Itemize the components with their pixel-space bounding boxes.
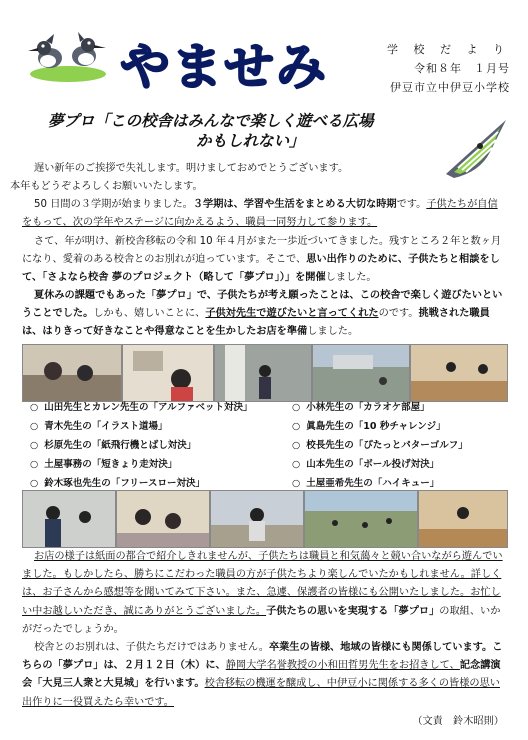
list-item [292, 475, 439, 489]
list-bullet: ○ [292, 440, 301, 451]
list-item [30, 418, 168, 432]
dream-text-2: しかも、嬉しいことに、 [93, 308, 206, 320]
list-item [292, 418, 446, 432]
list-bullet: ○ [292, 421, 301, 432]
event-photo [122, 344, 214, 402]
shop-label: 校長先生の「ぴたっとパターゴルフ」 [306, 440, 468, 451]
newsletter-title: やませみ [120, 38, 328, 94]
dream-text-4: のです。 [378, 308, 419, 320]
greeting-paragraph [10, 160, 506, 196]
list-item [30, 456, 177, 470]
headline-line-1: 夢プロ「この校舎はみんなで楽しく遊べる広場 [48, 111, 374, 130]
greeting-line-1: 遅い新年のご挨拶で失礼します。明けましておめでとうございます。 [34, 163, 349, 174]
newsletter-tagline: 学 校 だ よ り [387, 43, 510, 56]
list-item [292, 437, 468, 451]
shop-label: 土屋事務の「短きょり走対決」 [44, 459, 178, 470]
lecture-text-4: 記念講演会「大見三人衆と大見城」を行います。 [22, 660, 501, 690]
list-item [30, 437, 196, 451]
shop-label: 山田先生とカレン先生の「アルファベット対決」 [44, 402, 253, 413]
shop-label: 土屋亜希先生の「ハイキュー」 [306, 478, 440, 489]
list-item [30, 475, 205, 489]
term-text-1: 50 日間の３学期が始まりました。 [34, 199, 193, 210]
report-text-2: 子供たちの思いを実現する「夢プロ」 [266, 605, 440, 617]
list-item [292, 456, 439, 470]
dream-text-6: しました。 [307, 326, 359, 338]
term-text-3: です。 [396, 199, 427, 210]
shop-label: 青木先生の「イラスト道場」 [44, 421, 168, 432]
event-photo [418, 490, 508, 548]
report-paragraph [22, 548, 506, 639]
dream-text-1: 夏休みの課題でもあった「夢プロ」で、子供たちが考え願ったことは、この校舎で楽しく遊びたいということでした。 [22, 290, 503, 320]
shop-label: 鈴木琢也先生の「フリースロー対決」 [44, 478, 205, 489]
project-text-2: 思い出作りのために、子供たちと相談をして、「さよなら校舎 夢のプロジェクト（略して「夢プロ」）」を開催 [22, 254, 500, 284]
event-photo [214, 344, 312, 402]
project-text-3: しました。 [325, 272, 377, 284]
dream-paragraph [22, 287, 506, 342]
list-bullet: ○ [30, 459, 39, 470]
greeting-line-2: 本年もどうぞよろしくお願いいたします。 [10, 181, 203, 193]
lecture-text-3: 静岡大学名誉教授の小和田哲男先生をお招きして、 [225, 660, 460, 672]
kingfisher-pair-icon [28, 30, 108, 82]
article-headline [48, 111, 418, 151]
event-photo [410, 344, 508, 402]
list-bullet: ○ [30, 402, 39, 413]
event-photo [22, 344, 122, 402]
lecture-paragraph [22, 639, 506, 712]
project-paragraph [22, 233, 506, 288]
lecture-text-5: 校舎移転の機運を醸成し、中伊豆小に関係する多くの皆様の思い出作りに一役買えたら幸いです。 [22, 678, 500, 708]
author-signature: （文責 鈴木昭則） [412, 716, 504, 727]
report-text-1: お店の様子は紙面の都合で紹介しきれませんが、子供たちは職員と和気藹々と競い合いながら遊んでいました。もしかしたら、勝ちにこだわった職員の方が子供たちより楽しんでいたかもしれません。詳しくは、お子さんから感想等を聞いてみて下さい。また、急遽、保護者の皆様にも公開いたしました。お忙しい中お越しいただき、誠にありがとうございました。 [22, 551, 503, 617]
issue-date: 令和８年 １月号 [414, 62, 510, 75]
shop-label: 眞島先生の「10 秒チャレンジ」 [306, 421, 446, 432]
lecture-text-1: 校舎とのお別れは、子供たちだけではありません。 [34, 642, 269, 653]
term-text-2: ３学期は、学習や生活をまとめる大切な時期 [192, 199, 397, 210]
list-bullet: ○ [292, 402, 301, 413]
list-bullet: ○ [30, 478, 39, 489]
event-photo [116, 490, 210, 548]
event-photo [312, 344, 410, 402]
event-photo [210, 490, 304, 548]
list-bullet: ○ [30, 421, 39, 432]
headline-line-2: かもしれない」 [196, 131, 305, 150]
shop-label: 小林先生の「カラオケ部屋」 [306, 402, 430, 413]
school-name: 伊豆市立中伊豆小学校 [390, 81, 510, 94]
event-photo [304, 490, 418, 548]
newsletter-title-logo [118, 36, 368, 94]
lecture-text-2: 卒業生の皆様、地域の皆様にも関係しています。こちらの「夢プロ」は、２月１２日（木）に、 [22, 642, 503, 672]
dream-text-3: 子供対先生で遊びたいと言ってくれた [205, 308, 379, 320]
term-text-4: 子供たちが自信をもって、次の学年やステージに向かえるよう、職員一同努力して参ります。 [22, 199, 498, 229]
list-bullet: ○ [30, 440, 39, 451]
dream-text-5: 挑戦された職員は、はりきって好きなことや得意なことを生かしたお店を準備 [22, 308, 490, 338]
project-text-1: さて、年が明け、新校舎移転の令和 10 年４月がまた一歩近づいてきました。残すところ２年と数ヶ月になり、愛着のある校舎とのお別れが迫っています。そこで、 [22, 236, 502, 266]
list-item [292, 399, 430, 413]
masthead-info [380, 40, 510, 97]
event-photo [22, 490, 116, 548]
report-text-3: の取組、いかがだったでしょうか。 [22, 605, 501, 635]
list-item [30, 399, 253, 413]
term-paragraph [22, 196, 506, 232]
list-bullet: ○ [292, 478, 301, 489]
list-bullet: ○ [292, 459, 301, 470]
shop-label: 山本先生の「ボール投げ対決」 [306, 459, 440, 470]
shop-label: 杉原先生の「紙飛行機とばし対決」 [44, 440, 197, 451]
